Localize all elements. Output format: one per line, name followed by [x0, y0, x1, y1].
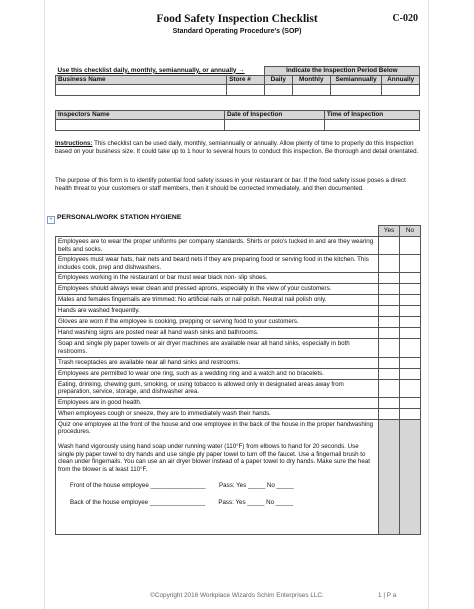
quiz-row	[56, 419, 421, 534]
col-date: Date of Inspection	[224, 111, 324, 120]
section-title: PERSONAL/WORK STATION HYGIENE	[57, 214, 182, 221]
checklist-item: When employees cough or sneeze, they are to immediately wash their hands.	[56, 408, 379, 419]
semiannually-checkbox[interactable]	[330, 85, 382, 96]
checklist-row	[56, 295, 421, 306]
instructions-paragraph: Instructions: This checklist can be used daily, monthly, semiannually or annually. Allow plenty of time to properly do this Inspection based on your business size. It could take up to 1 hour to several hours to conduct this inspection. Be thorough and detail orientated.	[55, 140, 419, 156]
checklist-row	[56, 339, 421, 357]
business-name-field[interactable]	[56, 85, 227, 96]
col-time: Time of Inspection	[324, 111, 419, 120]
col-business-name: Business Name	[56, 76, 227, 85]
col-inspector-name: Inspectors Name	[56, 111, 225, 120]
checklist-item: Employees must wear hats, hair nets and beard nets if they are preparing food or serving food in the kitchen. This includes cook, prep and dishwashers.	[56, 255, 379, 273]
time-field[interactable]	[324, 120, 419, 131]
page-subtitle: Standard Operating Procedure's (SOP)	[172, 28, 302, 35]
inspector-table	[55, 110, 420, 131]
checklist-item: Employees should always wear clean and pressed aprons, especially in the view of your customers.	[56, 284, 379, 295]
checklist-row	[56, 317, 421, 328]
checklist-item: Employees working in the restaurant or bar must wear black non- slip shoes.	[56, 273, 379, 284]
document-code: C-020	[392, 13, 418, 24]
page-margin-left	[44, 0, 45, 609]
col-daily: Daily	[264, 76, 292, 85]
no-checkbox[interactable]	[400, 339, 421, 357]
checklist-row	[56, 368, 421, 379]
checklist-row	[56, 379, 421, 397]
store-field[interactable]	[227, 85, 265, 96]
quiz-procedure: Wash hand vigorously using hand soap under running water (110°F) from elbows to hand for 20 seconds. Use single ply paper towel to dry hands and use single ply paper towel to turn off the faucet. Use a fingernail brush to clean under fingernails. You can use an air dryer blower instead of a paper towel to dry hands. Make sure the heat from the blower is at least 110°F.	[58, 442, 370, 473]
yes-checkbox[interactable]	[379, 339, 400, 357]
checklist-item: Employees are permitted to wear one ring, such as a wedding ring and a watch and no bracelets.	[56, 368, 379, 379]
checklist-item: Soap and single ply paper towels or air dryer machines are available near all hand sinks, especially in both restrooms.	[56, 339, 379, 357]
col-store: Store #	[227, 76, 265, 85]
no-checkbox[interactable]	[400, 295, 421, 306]
checklist-row	[56, 397, 421, 408]
checklist-item: Employees are in good health.	[56, 397, 379, 408]
yes-checkbox[interactable]	[379, 273, 400, 284]
back-employee-field[interactable]: ________________	[149, 498, 205, 506]
col-no: No	[400, 226, 421, 237]
front-pass-result[interactable]: Pass: Yes _____ No _____	[219, 482, 294, 490]
no-checkbox[interactable]	[400, 397, 421, 408]
no-checkbox[interactable]	[400, 328, 421, 339]
checklist-row	[56, 237, 421, 255]
col-monthly: Monthly	[292, 76, 330, 85]
back-employee-line: Back of the house employee ________________ Pass: Yes _____ No _____	[70, 498, 294, 506]
yes-checkbox[interactable]	[379, 306, 400, 317]
col-annually: Annually	[382, 76, 420, 85]
front-employee-line: Front of the house employee ________________ Pass: Yes _____ No _____	[70, 482, 294, 490]
no-checkbox[interactable]	[400, 306, 421, 317]
no-checkbox[interactable]	[400, 317, 421, 328]
page-margin-right	[428, 0, 429, 609]
no-checkbox[interactable]	[400, 273, 421, 284]
quiz-no-shaded	[400, 419, 421, 534]
hygiene-checklist	[55, 225, 421, 535]
quiz-intro: Quiz one employee at the front of the house and one employee in the back of the house in the proper handwashing procedures.	[58, 420, 374, 436]
usage-instruction: Use this checklist daily, monthly, semiannually, or annually →	[56, 67, 265, 76]
col-semiannually: Semiannually	[330, 76, 382, 85]
no-checkbox[interactable]	[400, 408, 421, 419]
no-checkbox[interactable]	[400, 379, 421, 397]
front-employee-field[interactable]: ________________	[150, 482, 206, 490]
checklist-row	[56, 408, 421, 419]
footer-page-number: 1 | P a	[378, 592, 397, 599]
yes-checkbox[interactable]	[379, 379, 400, 397]
annually-checkbox[interactable]	[382, 85, 420, 96]
checklist-item: Hands are washed frequently.	[56, 306, 379, 317]
checklist-row	[56, 306, 421, 317]
quiz-cell	[56, 419, 379, 534]
yes-checkbox[interactable]	[379, 328, 400, 339]
checklist-row	[56, 284, 421, 295]
purpose-paragraph: The purpose of this form is to identify potential food safety issues in your restaurant or bar. If the food safety issue poses a direct health threat to your customers or staff members, then it should be corrected immediately, and then documented.	[55, 177, 406, 193]
back-pass-result[interactable]: Pass: Yes _____ No _____	[218, 498, 294, 506]
page-title: Food Safety Inspection Checklist	[156, 13, 318, 25]
date-field[interactable]	[224, 120, 324, 131]
yes-checkbox[interactable]	[379, 284, 400, 295]
period-header: Indicate the Inspection Period Below	[264, 67, 419, 76]
checklist-item: Gloves are worn if the employee is cooking, prepping or serving food to your customers.	[56, 317, 379, 328]
footer-copyright: ©Copyright 2016 Workplace Wizards Schim Enterprises LLC.	[150, 592, 324, 599]
checklist-item: Males and females fingernails are trimmed: No artificial nails or nail polish. Neutral nail polish only.	[56, 295, 379, 306]
yes-checkbox[interactable]	[379, 317, 400, 328]
checklist-row	[56, 328, 421, 339]
checklist-row	[56, 273, 421, 284]
business-table	[55, 66, 420, 96]
no-checkbox[interactable]	[400, 368, 421, 379]
checklist-row	[56, 255, 421, 273]
yes-checkbox[interactable]	[379, 357, 400, 368]
yes-checkbox[interactable]	[379, 255, 400, 273]
no-checkbox[interactable]	[400, 255, 421, 273]
no-checkbox[interactable]	[400, 357, 421, 368]
no-checkbox[interactable]	[400, 284, 421, 295]
daily-checkbox[interactable]	[264, 85, 292, 96]
yes-checkbox[interactable]	[379, 295, 400, 306]
quiz-yes-shaded	[379, 419, 400, 534]
checklist-row	[56, 357, 421, 368]
yes-checkbox[interactable]	[379, 237, 400, 255]
col-yes: Yes	[379, 226, 400, 237]
checklist-item: Employees are to wear the proper uniforms per company standards. Shirts or polo's tucked in and are they wearing belts and socks.	[56, 237, 379, 255]
yes-checkbox[interactable]	[379, 408, 400, 419]
checklist-item: Hand washing signs are posted near all hand wash sinks and bathrooms.	[56, 328, 379, 339]
inspector-name-field[interactable]	[56, 120, 225, 131]
yes-checkbox[interactable]	[379, 397, 400, 408]
monthly-checkbox[interactable]	[292, 85, 330, 96]
checklist-item: Eating, drinking, chewing gum, smoking, or using tobacco is allowed only in designated areas away from preparation, service, storage, and dishwasher area.	[56, 379, 379, 397]
no-checkbox[interactable]	[400, 237, 421, 255]
checklist-item: Trash receptacles are available near all hand sinks and restrooms.	[56, 357, 379, 368]
yes-checkbox[interactable]	[379, 368, 400, 379]
expand-icon[interactable]: +	[47, 216, 55, 224]
